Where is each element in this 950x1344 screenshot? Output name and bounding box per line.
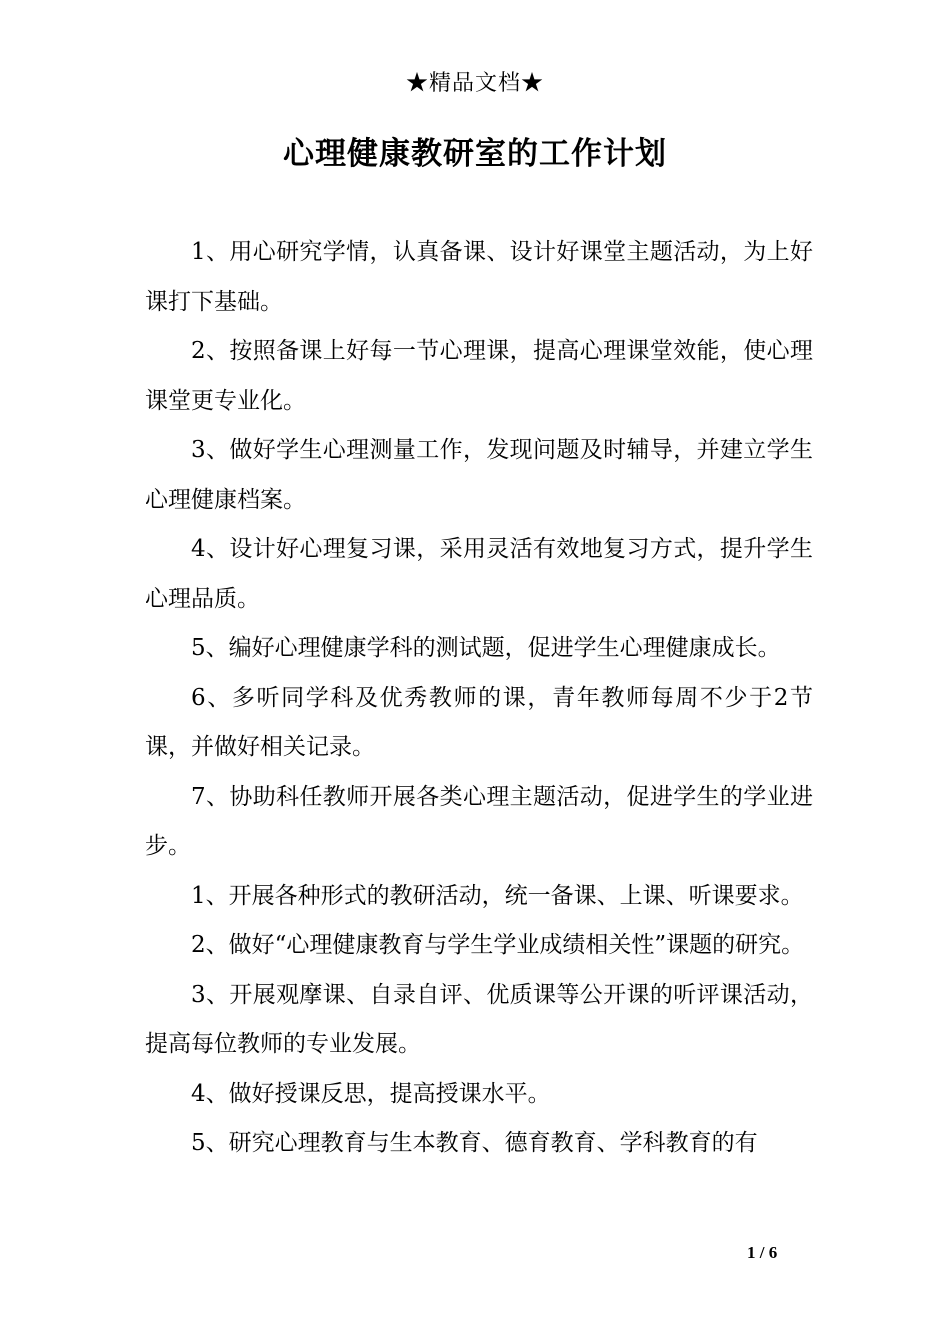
paragraph: 6、多听同学科及优秀教师的课，青年教师每周不少于2节课，并做好相关记录。: [145, 684, 813, 760]
quality-document-mark: ★精品文档★: [405, 71, 544, 96]
document-title: 心理健康教研室的工作计划: [283, 136, 667, 172]
paragraph: 3、开展观摩课、自录自评、优质课等公开课的听评课活动，提高每位教师的专业发展。: [145, 981, 813, 1057]
paragraph: 2、按照备课上好每一节心理课，提高心理课堂效能，使心理课堂更专业化。: [145, 338, 813, 414]
document-body: [145, 228, 813, 1169]
paragraph: 5、研究心理教育与生本教育、德育教育、学科教育的有: [191, 1130, 758, 1156]
paragraph: 2、做好“心理健康教育与学生学业成绩相关性”课题的研究。: [191, 932, 805, 958]
paragraph: 5、编好心理健康学科的测试题，促进学生心理健康成长。: [191, 635, 781, 661]
page-number: 1 / 6: [747, 1243, 778, 1262]
paragraph: 7、协助科任教师开展各类心理主题活动，促进学生的学业进步。: [145, 783, 813, 859]
paragraph: 3、做好学生心理测量工作，发现问题及时辅导，并建立学生心理健康档案。: [145, 437, 813, 513]
paragraph: 1、用心研究学情，认真备课、设计好课堂主题活动，为上好课打下基础。: [145, 239, 813, 315]
paragraph: 4、设计好心理复习课，采用灵活有效地复习方式，提升学生心理品质。: [145, 536, 813, 612]
paragraph: 1、开展各种形式的教研活动，统一备课、上课、听课要求。: [191, 882, 804, 909]
paragraph: 4、做好授课反思，提高授课水平。: [191, 1080, 551, 1107]
